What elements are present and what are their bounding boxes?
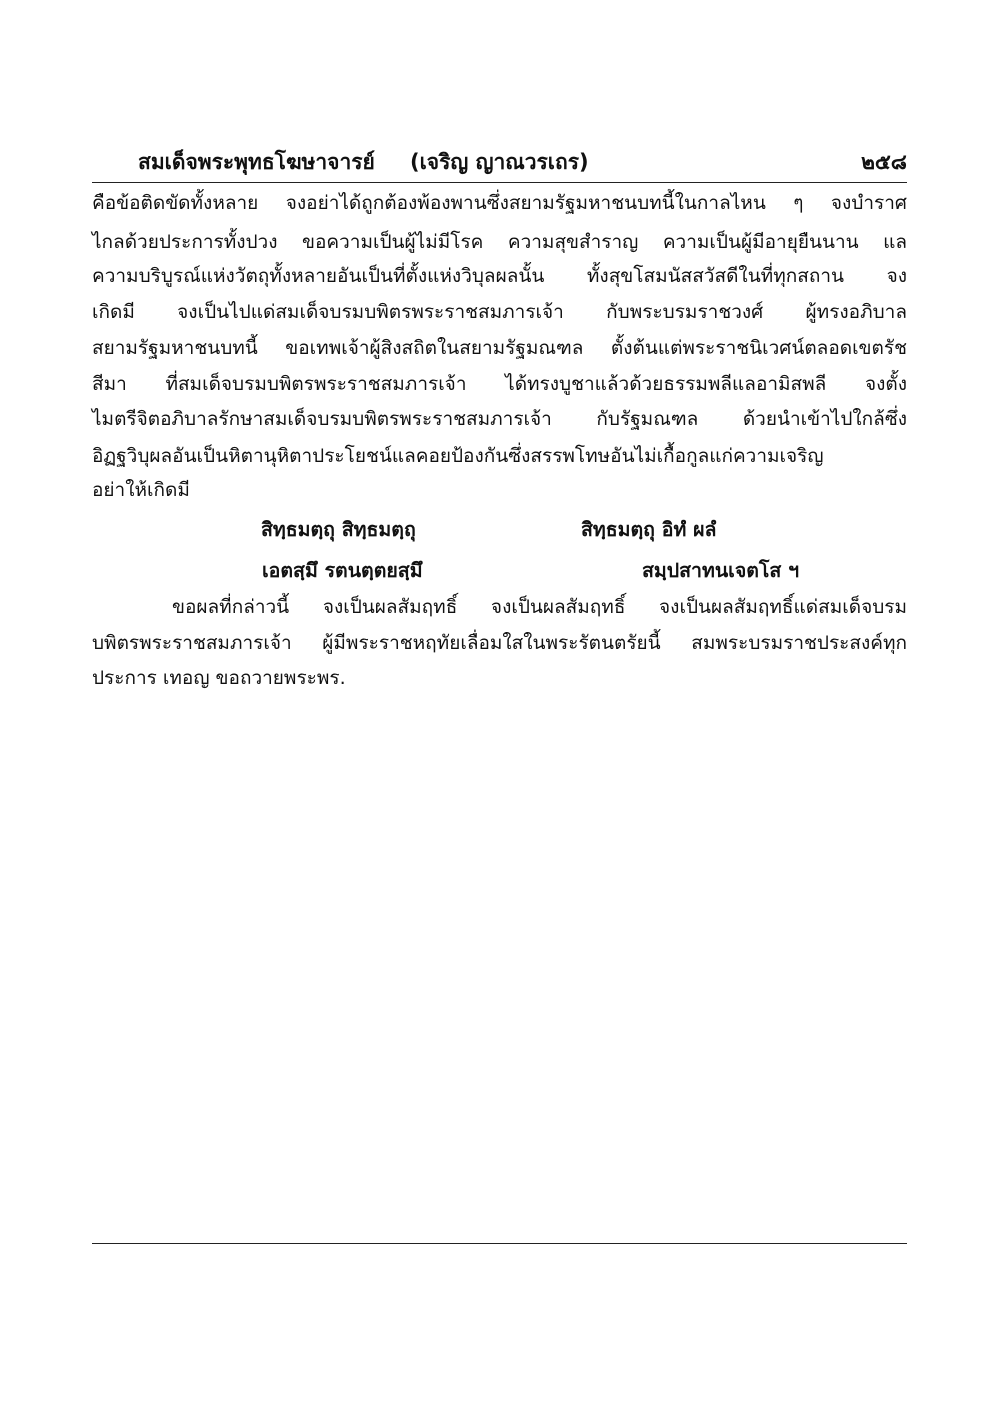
- body-line: สยามรัฐมหาชนบทนี้ ขอเทพเจ้าผู้สิงสถิตในสยามรัฐมณฑล ตั้งต้นแต่พระราชนิเวศน์ตลอดเขตรัช: [92, 337, 907, 359]
- page-header: [92, 146, 907, 180]
- body-line: คือข้อติดขัดทั้งหลาย จงอย่าได้ถูกต้องพ้องพานซึ่งสยามรัฐมหาชนบทนี้ในกาลไหน ๆ จงบำราศ: [92, 192, 907, 214]
- verse-line-1-right: สิทฺธมตฺถุ อิทํ ผลํ: [581, 518, 717, 541]
- header-author: (เจริญ ญาณวรเถร): [410, 150, 589, 174]
- body-line: สีมา ที่สมเด็จบรมบพิตรพระราชสมภารเจ้า ได้ทรงบูชาแล้วด้วยธรรมพลีแลอามิสพลี จงตั้ง: [92, 373, 907, 395]
- closing-line: ประการ เทอญ ขอถวายพระพร.: [92, 667, 346, 689]
- closing-line: ขอผลที่กล่าวนี้ จงเป็นผลสัมฤทธิ์ จงเป็นผลสัมฤทธิ์ จงเป็นผลสัมฤทธิ์แด่สมเด็จบรม: [172, 596, 907, 618]
- footer-divider: [92, 1243, 907, 1244]
- header-divider: [92, 182, 907, 183]
- body-line: ไกลด้วยประการทั้งปวง ขอความเป็นผู้ไม่มีโรค ความสุขสำราญ ความเป็นผู้มีอายุยืนนาน แล: [92, 231, 907, 253]
- page-number: ๒๕๘: [861, 150, 907, 174]
- body-line: อย่าให้เกิดมี: [92, 479, 190, 501]
- body-line: เกิดมี จงเป็นไปแด่สมเด็จบรมบพิตรพระราชสมภารเจ้า กับพระบรมราชวงศ์ ผู้ทรงอภิบาล: [92, 301, 907, 323]
- verse-line-2-right: สมฺปสาทนเจตโส ฯ: [642, 559, 800, 582]
- body-line: ไมตรีจิตอภิบาลรักษาสมเด็จบรมบพิตรพระราชสมภารเจ้า กับรัฐมณฑล ด้วยนำเข้าไปใกล้ซึ่ง: [92, 408, 907, 430]
- verse-line-2-left: เอตสฺมึ รตนตฺตยสฺมึ: [262, 559, 423, 582]
- verse-line-1-left: สิทฺธมตฺถุ สิทฺธมตฺถุ: [261, 518, 416, 541]
- closing-line: บพิตรพระราชสมภารเจ้า ผู้มีพระราชหฤทัยเลื่อมใสในพระรัตนตรัยนี้ สมพระบรมราชประสงค์ทุก: [92, 632, 907, 654]
- body-line: ความบริบูรณ์แห่งวัตถุทั้งหลายอันเป็นที่ตั้งแห่งวิบุลผลนั้น ทั้งสุขโสมนัสสวัสดีในที่ทุกสถาน จง: [92, 265, 907, 287]
- header-title: สมเด็จพระพุทธโฆษาจารย์: [138, 150, 375, 174]
- body-line: อิฏฐวิบุผลอันเป็นหิตานุหิตาประโยชน์แลคอยป้องกันซึ่งสรรพโทษอันไม่เกื้อกูลแก่ความเจริญ: [92, 445, 824, 467]
